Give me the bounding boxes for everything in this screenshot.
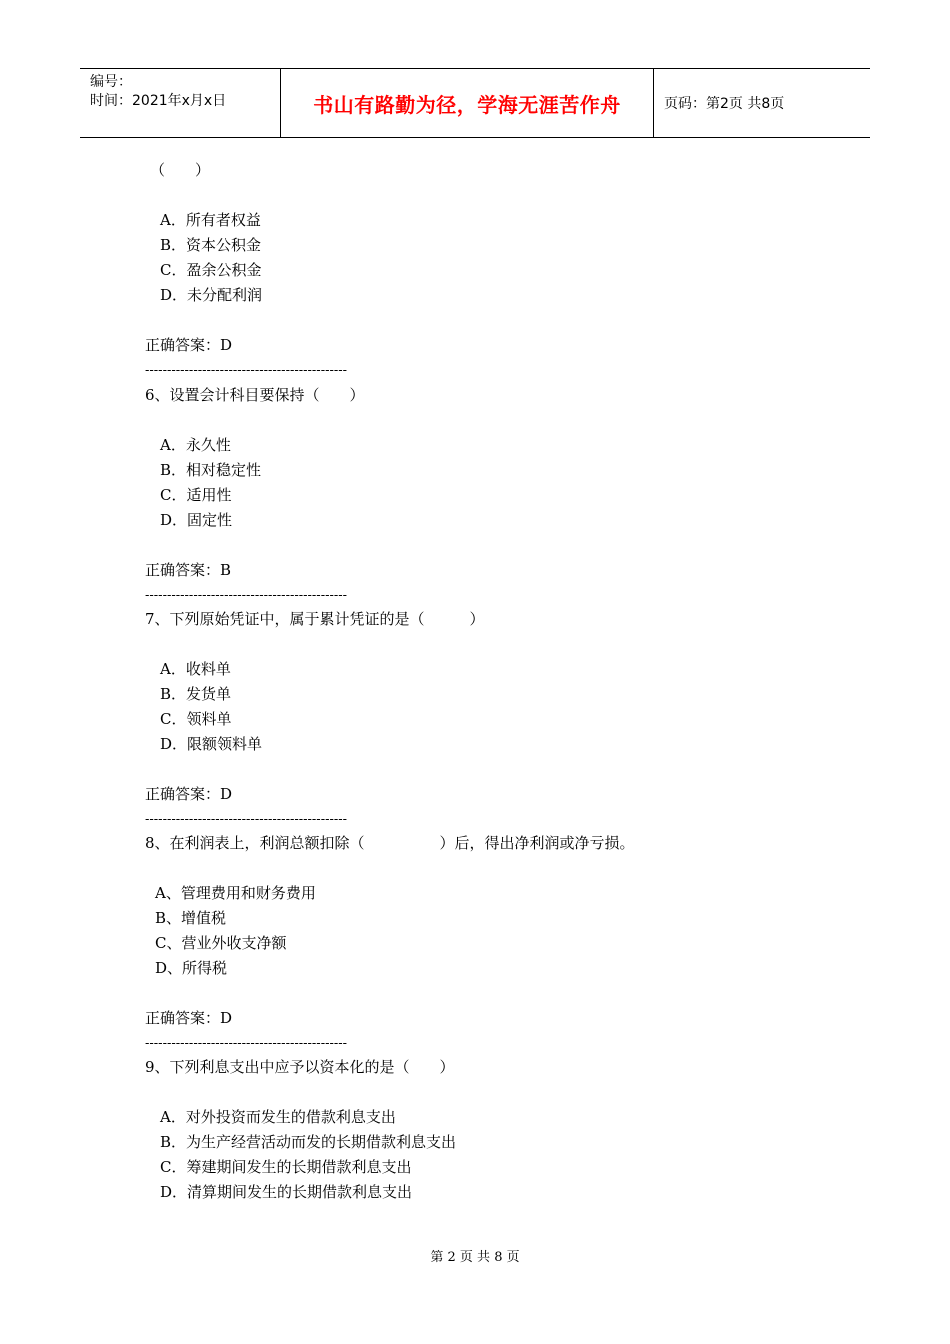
q7-option-a: A．收料单 (160, 660, 231, 678)
q6-option-d: D．固定性 (160, 511, 233, 529)
question-6-block (145, 383, 365, 608)
q9-option-a: A．对外投资而发生的借款利息支出 (160, 1108, 396, 1126)
q5-option-d: D．未分配利润 (160, 286, 263, 304)
question-9-block (145, 1055, 456, 1205)
q6-option-b: B．相对稳定性 (160, 461, 262, 479)
q6-answer: 正确答案：B (145, 561, 232, 579)
q7-option-b: B．发货单 (160, 685, 232, 703)
motto: 书山有路勤为径，学海无涯苦作舟 (281, 69, 654, 137)
q9-option-d: D．清算期间发生的长期借款利息支出 (160, 1183, 413, 1201)
q7-option-c: C．领料单 (160, 710, 232, 728)
q7-option-d: D．限额领料单 (160, 735, 263, 753)
q5-option-a: A．所有者权益 (160, 211, 261, 229)
header-left-cell (80, 69, 281, 137)
q7-answer: 正确答案：D (145, 785, 233, 803)
date-text: 时间：2021年x月x日 (90, 93, 227, 109)
question-5-tail: （ ） (150, 161, 211, 179)
question-8-block (145, 831, 635, 1056)
separator: ---------------------------------------------- (145, 1036, 348, 1051)
page-header (80, 68, 870, 138)
q5-option-b: B．资本公积金 (160, 236, 262, 254)
q6-option-c: C．适用性 (160, 486, 232, 504)
page-info: 页码：第2页 共8页 (664, 96, 785, 112)
q5-answer: 正确答案：D (145, 336, 233, 354)
question-5-block (145, 158, 347, 383)
page-footer: 第 2 页 共 8 页 (430, 1250, 520, 1265)
question-9-text: 9、下列利息支出中应予以资本化的是（ ） (145, 1058, 455, 1076)
q8-option-a: A、管理费用和财务费用 (155, 884, 316, 902)
q9-option-b: B．为生产经营活动而发的长期借款利息支出 (160, 1133, 457, 1151)
separator: ---------------------------------------------- (145, 588, 348, 603)
separator: ---------------------------------------------- (145, 363, 348, 378)
separator: ---------------------------------------------- (145, 812, 348, 827)
q8-answer: 正确答案：D (145, 1009, 233, 1027)
question-7-text: 7、下列原始凭证中，属于累计凭证的是（ ） (145, 610, 485, 628)
q8-option-b: B、增值税 (155, 909, 227, 927)
q5-option-c: C．盈余公积金 (160, 261, 262, 279)
q8-option-c: C、营业外收支净额 (155, 934, 287, 952)
question-7-block (145, 607, 485, 832)
q6-option-a: A．永久性 (160, 436, 231, 454)
q9-option-c: C．筹建期间发生的长期借款利息支出 (160, 1158, 412, 1176)
question-6-text: 6、设置会计科目要保持（ ） (145, 386, 365, 404)
question-8-text: 8、在利润表上，利润总额扣除（ ）后，得出净利润或净亏损。 (145, 834, 635, 852)
q8-option-d: D、所得税 (155, 959, 228, 977)
number-label: 编号： (90, 74, 132, 90)
